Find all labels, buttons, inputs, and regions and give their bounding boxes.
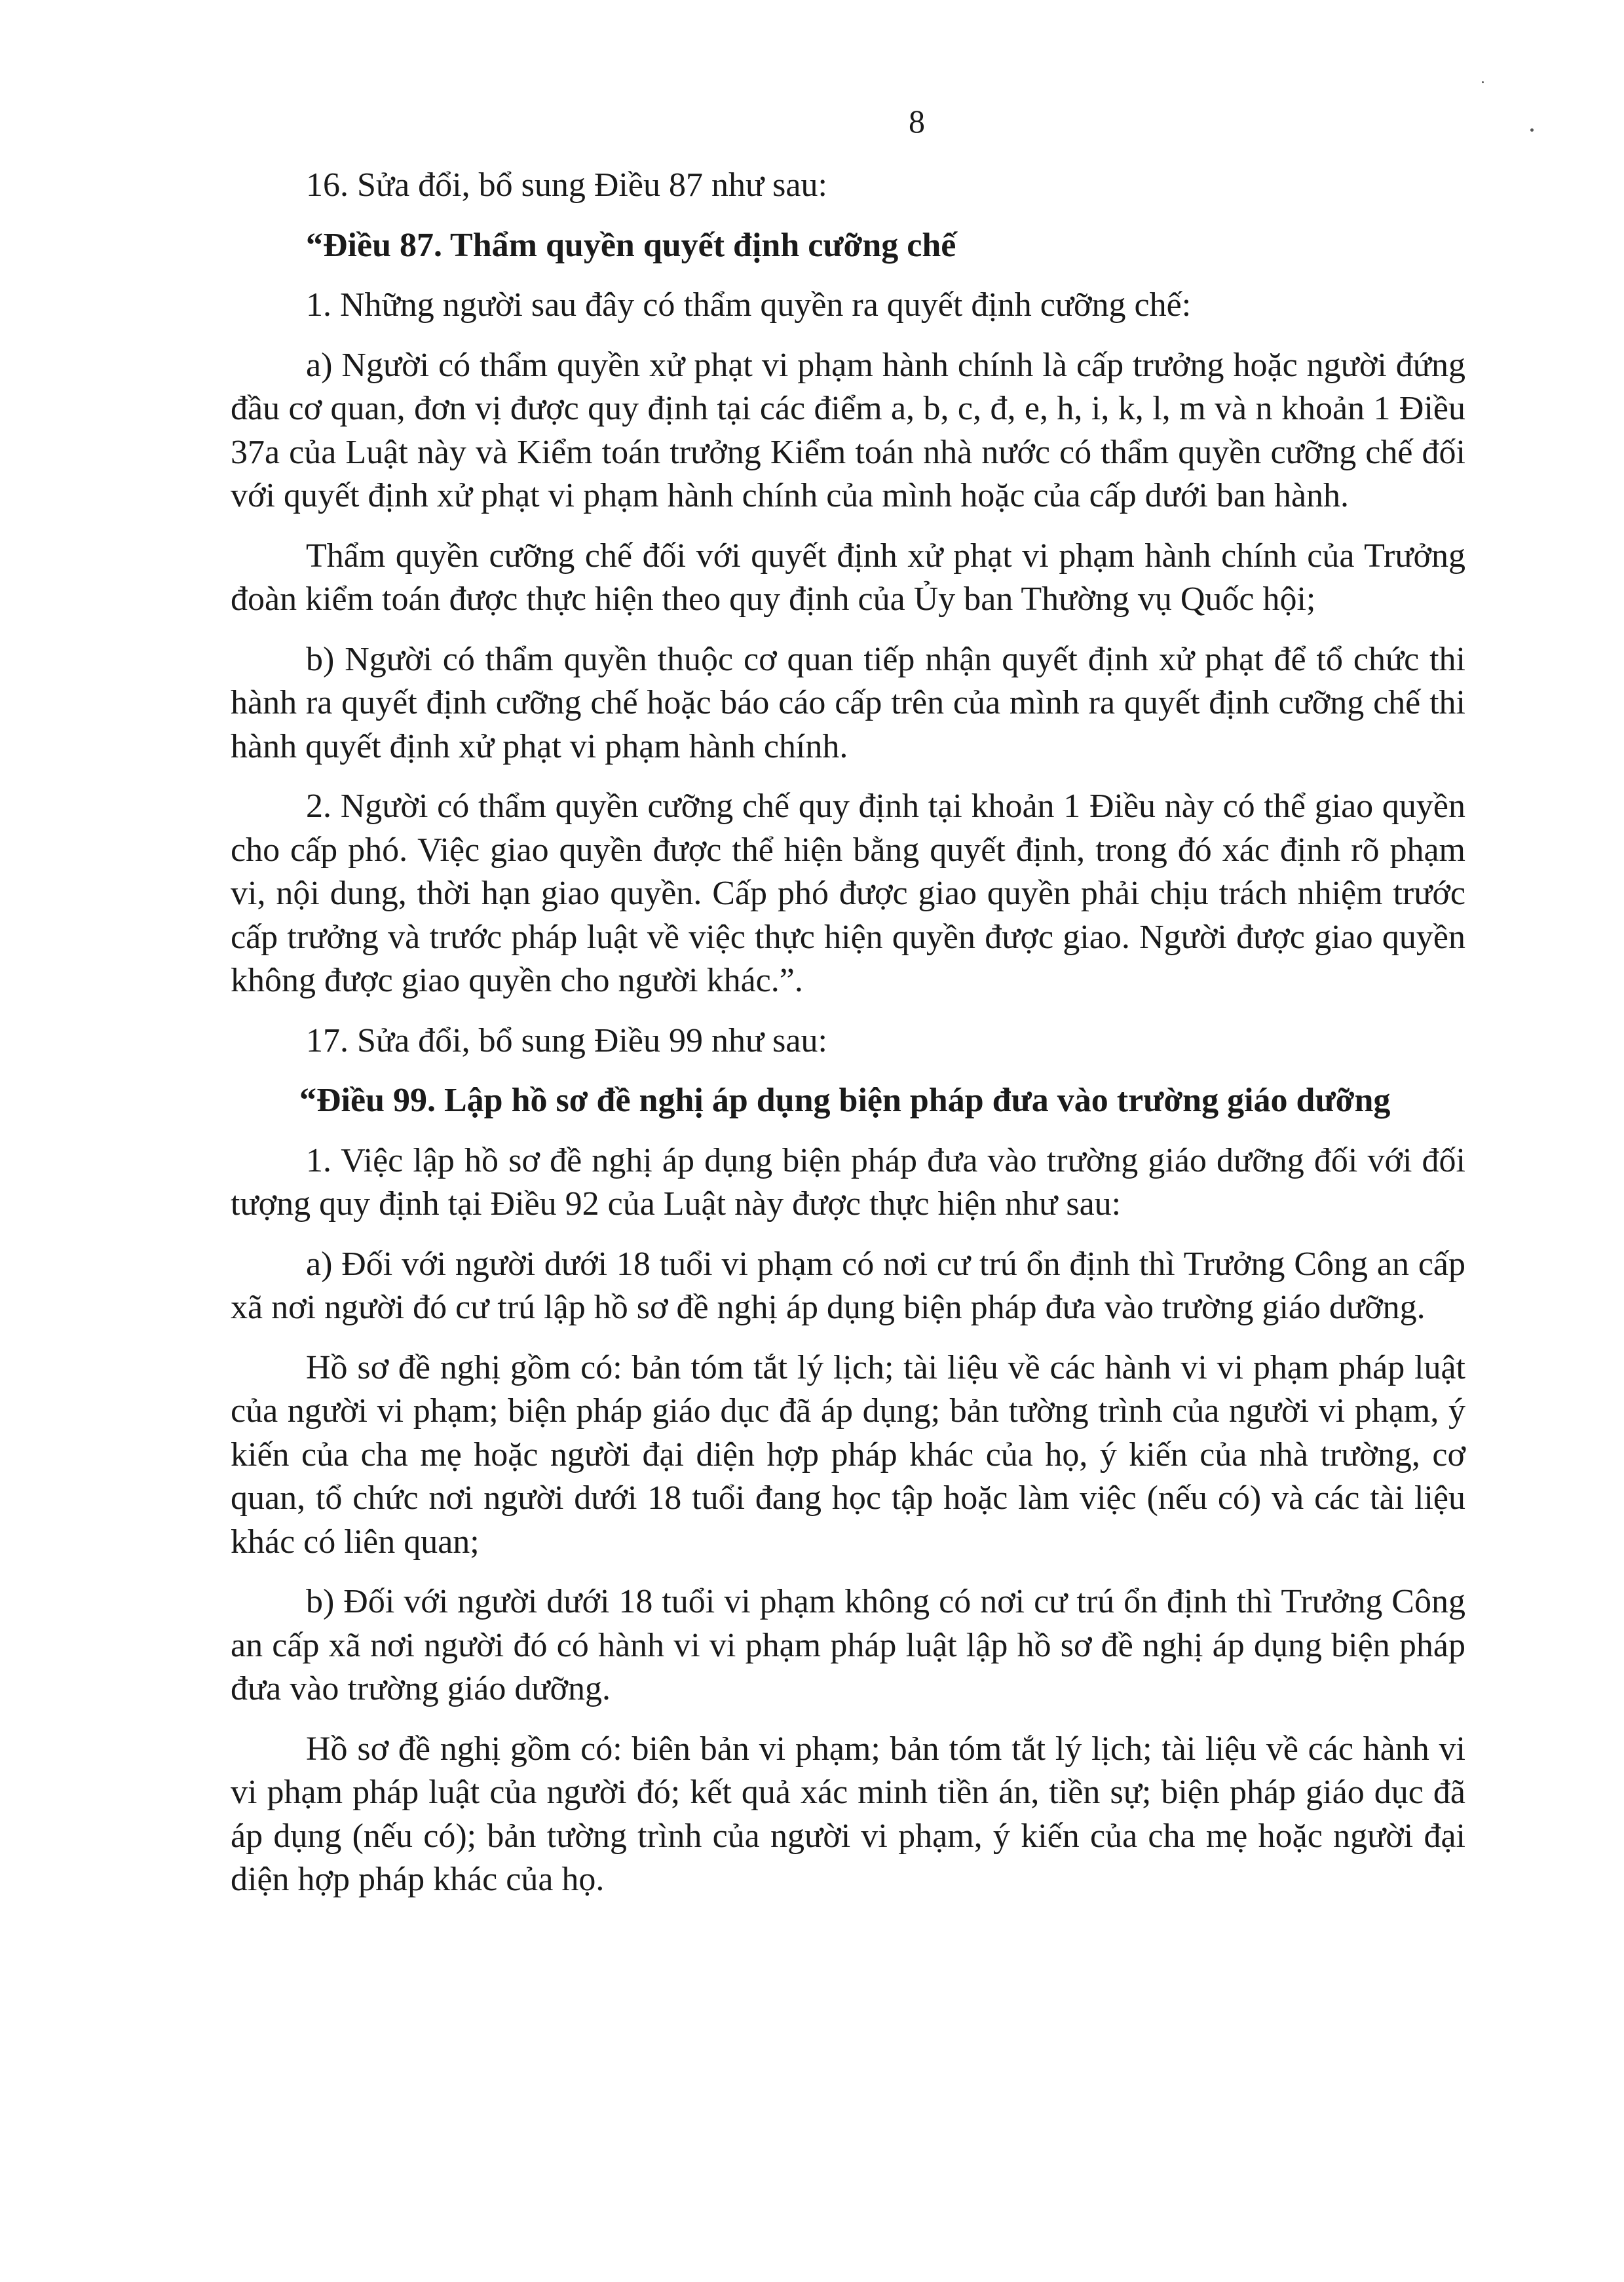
paragraph-amendment-17: 17. Sửa đổi, bổ sung Điều 99 như sau: [306, 1021, 827, 1059]
paragraph-clause-2: 2. Người có thẩm quyền cưỡng chế quy định tại khoản 1 Điều này có thể giao quyền cho cấp phó. Việc giao quyền được thể hiện bằng quyết định, trong đó xác định rõ phạm vi, nội dung, thời hạn giao quyền. Cấp phó được giao quyền phải chịu trách nhiệm trước cấp trưởng và trước pháp luật về việc thực hiện quyền được giao. Người được giao quyền không được giao quyền cho người khác.”. [231, 788, 1465, 999]
paragraph-art99-clause-1: 1. Việc lập hồ sơ đề nghị áp dụng biện pháp đưa vào trường giáo dưỡng đối với đối tượng quy định tại Điều 92 của Luật này được thực hiện như sau: [231, 1141, 1465, 1223]
page-number: 8 [909, 103, 925, 140]
article-99-heading: “Điều 99. Lập hồ sơ đề nghị áp dụng biện pháp đưa vào trường giáo dưỡng [299, 1082, 1391, 1119]
paragraph-amendment-16: 16. Sửa đổi, bổ sung Điều 87 như sau: [306, 166, 827, 204]
paragraph-art99-point-a: a) Đối với người dưới 18 tuổi vi phạm có nơi cư trú ổn định thì Trưởng Công an cấp xã nơi người đó cư trú lập hồ sơ đề nghị áp dụng biện pháp đưa vào trường giáo dưỡng. [231, 1245, 1465, 1326]
scan-speck [1482, 81, 1484, 83]
paragraph-dossier-b: Hồ sơ đề nghị gồm có: biên bản vi phạm; bản tóm tắt lý lịch; tài liệu về các hành vi vi phạm pháp luật của người đó; kết quả xác minh tiền án, tiền sự; biện pháp giáo dục đã áp dụng (nếu có); bản tường trình của người vi phạm, ý kiến của cha mẹ hoặc người đại diện hợp pháp khác của họ. [231, 1730, 1465, 1898]
paragraph-point-b: b) Người có thẩm quyền thuộc cơ quan tiếp nhận quyết định xử phạt để tổ chức thi hành ra quyết định cưỡng chế hoặc báo cáo cấp trên của mình ra quyết định cưỡng chế thi hành quyết định xử phạt vi phạm hành chính. [231, 640, 1465, 765]
article-87-heading: “Điều 87. Thẩm quyền quyết định cưỡng chế [306, 226, 956, 264]
paragraph-dossier-a: Hồ sơ đề nghị gồm có: bản tóm tắt lý lịch; tài liệu về các hành vi vi phạm pháp luật của người vi phạm; biện pháp giáo dục đã áp dụng; bản tường trình của người vi phạm, ý kiến của cha mẹ hoặc người đại diện hợp pháp khác của họ, ý kiến của nhà trường, cơ quan, tổ chức nơi người dưới 18 tuổi đang học tập hoặc làm việc (nếu có) và các tài liệu khác có liên quan; [231, 1348, 1465, 1561]
paragraph-point-a: a) Người có thẩm quyền xử phạt vi phạm hành chính là cấp trưởng hoặc người đứng đầu cơ quan, đơn vị được quy định tại các điểm a, b, c, đ, e, h, i, k, l, m và n khoản 1 Điều 37a của Luật này và Kiểm toán trưởng Kiểm toán nhà nước có thẩm quyền cưỡng chế đối với quyết định xử phạt vi phạm hành chính của mình hoặc của cấp dưới ban hành. [231, 346, 1465, 514]
paragraph-art99-point-b: b) Đối với người dưới 18 tuổi vi phạm không có nơi cư trú ổn định thì Trưởng Công an cấp xã nơi người đó có hành vi vi phạm pháp luật lập hồ sơ đề nghị áp dụng biện pháp đưa vào trường giáo dưỡng. [231, 1583, 1465, 1707]
scan-speck [1530, 128, 1534, 132]
paragraph-audit-authority: Thẩm quyền cưỡng chế đối với quyết định xử phạt vi phạm hành chính của Trưởng đoàn kiểm toán được thực hiện theo quy định của Ủy ban Thường vụ Quốc hội; [231, 537, 1465, 618]
paragraph-clause-1: 1. Những người sau đây có thẩm quyền ra quyết định cưỡng chế: [306, 286, 1192, 324]
document-page [231, 98, 1465, 1918]
